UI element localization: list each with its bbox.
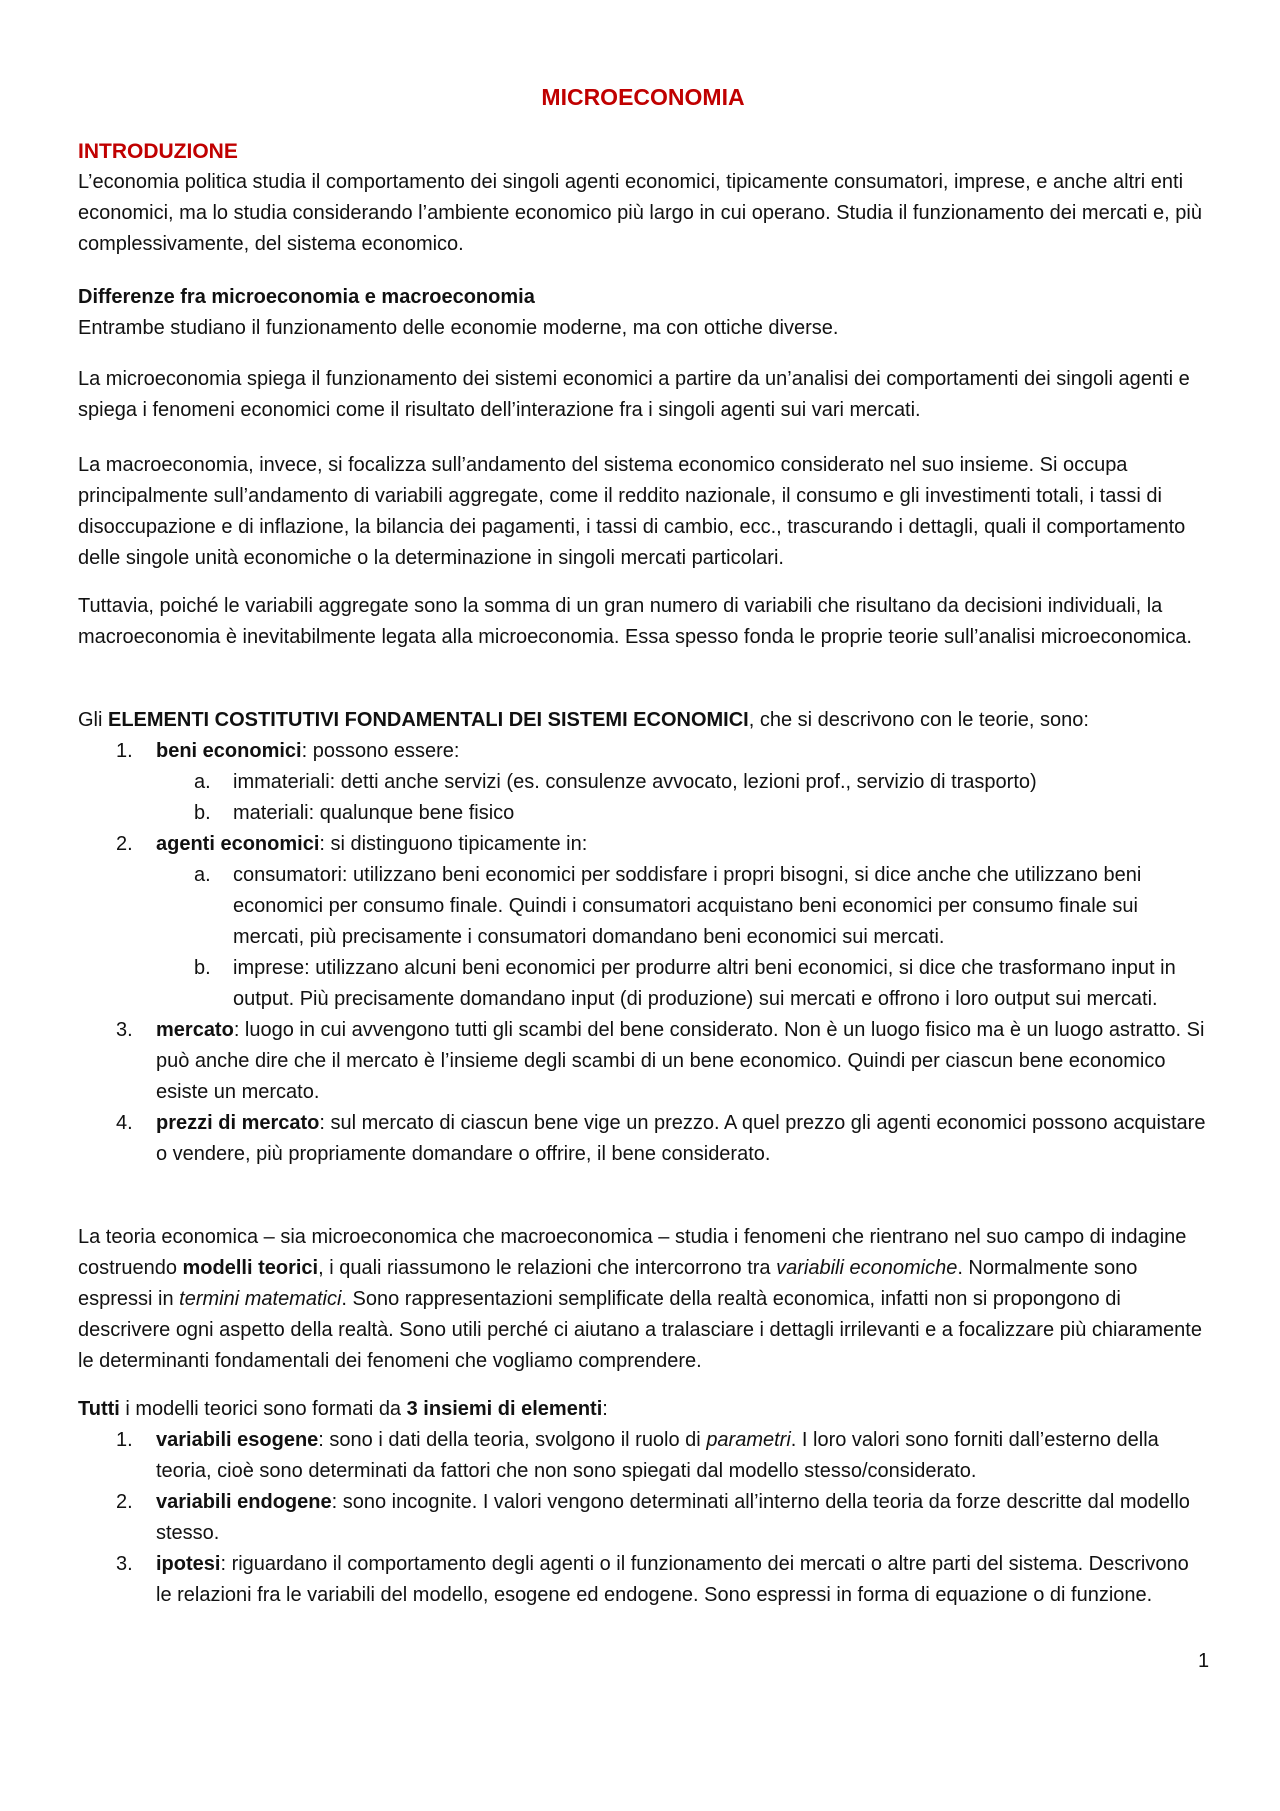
- list-item-text: : sono i dati della teoria, svolgono il ruolo di: [318, 1429, 707, 1451]
- micro-paragraph: La microeconomia spiega il funzionamento dei sistemi economici a partire da un’analisi dei comportamenti dei singoli agenti e spiega i fenomeni economici come il risultato dell’interazione fra i singoli agenti sui vari mercati.: [78, 368, 1190, 421]
- list-number: 3.: [116, 1019, 133, 1041]
- list-item-bold: prezzi di mercato: [156, 1112, 320, 1134]
- elements-lead-text-end: , che si descrivono con le teorie, sono:: [748, 709, 1089, 731]
- list-number: 1.: [116, 740, 133, 762]
- teoria-text-2: , i quali riassumono le relazioni che intercorrono tra: [318, 1257, 777, 1279]
- list-item-text: : possono essere:: [301, 740, 460, 762]
- teoria-text-1: La teoria economica – sia microeconomica che macroeconomica – studia i fenomeni che rientrano nel suo campo di indagine costruendo: [78, 1226, 1187, 1279]
- tuttavia-paragraph: Tuttavia, poiché le variabili aggregate sono la somma di un gran numero di variabili che risultano da decisioni individuali, la macroeconomia è inevitabilmente legata alla microeconomia. Essa spesso fonda le proprie teorie sull’analisi microeconomica.: [78, 595, 1192, 648]
- list-item: [78, 1015, 1208, 1108]
- sub-list-text: materiali: qualunque bene fisico: [233, 802, 515, 824]
- sub-list-text: imprese: utilizzano alcuni beni economici per produrre altri beni economici, si dice che trasformano input in output. Più precisamente domandano input (di produzione) sui mercati e offrono i loro output sui mercati.: [233, 957, 1176, 1010]
- list-number: 2.: [116, 833, 133, 855]
- diff-heading: Differenze fra microeconomia e macroeconomia: [78, 286, 535, 308]
- diff-section: [78, 282, 1208, 344]
- list-item-text: : sono incognite. I valori vengono determinati all’interno della teoria da forze descritte dal modello stesso.: [156, 1491, 1190, 1544]
- list-item-text-end: . I loro valori sono forniti dall’esterno della teoria, cioè sono determinati da fattori che non sono spiegati dal modello stesso/considerato.: [156, 1429, 1159, 1482]
- macro-paragraph: La macroeconomia, invece, si focalizza sull’andamento del sistema economico considerato nel suo insieme. Si occupa principalmente sull’andamento di variabili aggregate, come il reddito nazionale, il consumo e gli investimenti totali, i tassi di disoccupazione e di inflazione, la bilancia dei pagamenti, i tassi di cambio, ecc., trascurando i dettagli, quali il comportamento delle singole unità economiche o la determinazione in singoli mercati particolari.: [78, 454, 1186, 569]
- list-item-bold: variabili esogene: [156, 1429, 319, 1451]
- sub-list-text: immateriali: detti anche servizi (es. consulenze avvocato, lezioni prof., servizio di trasporto): [233, 771, 1037, 793]
- teoria-italic-2: termini matematici: [179, 1288, 342, 1310]
- intro-paragraph: L’economia politica studia il comportamento dei singoli agenti economici, tipicamente consumatori, imprese, e anche altri enti economici, ma lo studia considerando l’ambiente economico più largo in cui operano. Studia il funzionamento dei mercati e, più complessivamente, del sistema economico.: [78, 171, 1202, 255]
- list-item: [78, 1425, 1208, 1487]
- document-title: MICROECONOMIA: [541, 84, 745, 110]
- intro-section: [78, 136, 1208, 260]
- modelli-section: [78, 1394, 1208, 1611]
- teoria-italic-1: variabili economiche: [776, 1257, 958, 1279]
- list-item: [78, 1487, 1208, 1549]
- sub-list-letter: b.: [194, 957, 211, 979]
- elements-lead-bold: ELEMENTI COSTITUTIVI FONDAMENTALI DEI SISTEMI ECONOMICI: [108, 709, 749, 731]
- list-item: [78, 736, 1208, 767]
- list-item-text: : luogo in cui avvengono tutti gli scambi del bene considerato. Non è un luogo fisico ma è un luogo astratto. Si può anche dire che il mercato è l’insieme degli scambi di un bene economico. Quindi per ciascun bene economico esiste un mercato.: [156, 1019, 1205, 1103]
- intro-heading: INTRODUZIONE: [78, 140, 238, 163]
- list-number: 2.: [116, 1491, 133, 1513]
- list-item-bold: variabili endogene: [156, 1491, 332, 1513]
- elements-lead-text: Gli: [78, 709, 108, 731]
- list-item-bold: beni economici: [156, 740, 302, 762]
- teoria-text-3: . Normalmente sono espressi in: [78, 1257, 1138, 1310]
- list-item-text: : riguardano il comportamento degli agenti o il funzionamento dei mercati o altre parti del sistema. Descrivono le relazioni fra le variabili del modello, esogene ed endogene. Sono espressi in forma di equazione o di funzione.: [156, 1553, 1189, 1606]
- page-number: 1: [1198, 1650, 1210, 1672]
- modelli-lead: [78, 1394, 1208, 1425]
- modelli-text-2: :: [602, 1398, 608, 1420]
- sub-list-letter: a.: [194, 771, 211, 793]
- list-item-bold: mercato: [156, 1019, 234, 1041]
- teoria-bold-1: modelli teorici: [182, 1257, 319, 1279]
- list-item: [78, 1108, 1208, 1170]
- elements-list: [78, 736, 1208, 1170]
- modelli-list: [78, 1425, 1208, 1611]
- sub-list-item: [78, 767, 1208, 798]
- elements-section: [78, 705, 1208, 1170]
- sub-list-item: [78, 860, 1208, 953]
- list-item-text: : si distinguono tipicamente in:: [319, 833, 588, 855]
- sub-list-text: consumatori: utilizzano beni economici per soddisfare i propri bisogni, si dice anche che utilizzano beni economici per consumo finale. Quindi i consumatori acquistano beni economici per consumo finale sui mercati, più precisamente i consumatori domandano beni economici sui mercati.: [233, 864, 1142, 948]
- list-number: 1.: [116, 1429, 133, 1451]
- elements-lead: [78, 705, 1208, 736]
- list-item-bold: ipotesi: [156, 1553, 221, 1575]
- list-number: 4.: [116, 1112, 133, 1134]
- list-item: [78, 829, 1208, 860]
- teoria-paragraph: [78, 1222, 1208, 1377]
- list-item: [78, 1549, 1208, 1611]
- modelli-bold-2: 3 insiemi di elementi: [406, 1398, 603, 1420]
- sub-list-letter: b.: [194, 802, 211, 824]
- teoria-text-4: . Sono rappresentazioni semplificate della realtà economica, infatti non si propongono di descrivere ogni aspetto della realtà. Sono utili perché ci aiutano a tralasciare i dettagli irrilevanti e a focalizzare più chiaramente le determinanti fondamentali dei fenomeni che vogliamo comprendere.: [78, 1288, 1202, 1372]
- modelli-text-1: i modelli teorici sono formati da: [119, 1398, 407, 1420]
- sub-list-letter: a.: [194, 864, 211, 886]
- list-number: 3.: [116, 1553, 133, 1575]
- sub-list-item: [78, 953, 1208, 1015]
- sub-list-item: [78, 798, 1208, 829]
- diff-paragraph: Entrambe studiano il funzionamento delle economie moderne, ma con ottiche diverse.: [78, 317, 839, 339]
- modelli-bold-1: Tutti: [78, 1398, 120, 1420]
- list-item-bold: agenti economici: [156, 833, 320, 855]
- list-item-text: : sul mercato di ciascun bene vige un prezzo. A quel prezzo gli agenti economici possono acquistare o vendere, più propriamente domandare o offrire, il bene considerato.: [156, 1112, 1206, 1165]
- list-item-italic: parametri: [706, 1429, 791, 1451]
